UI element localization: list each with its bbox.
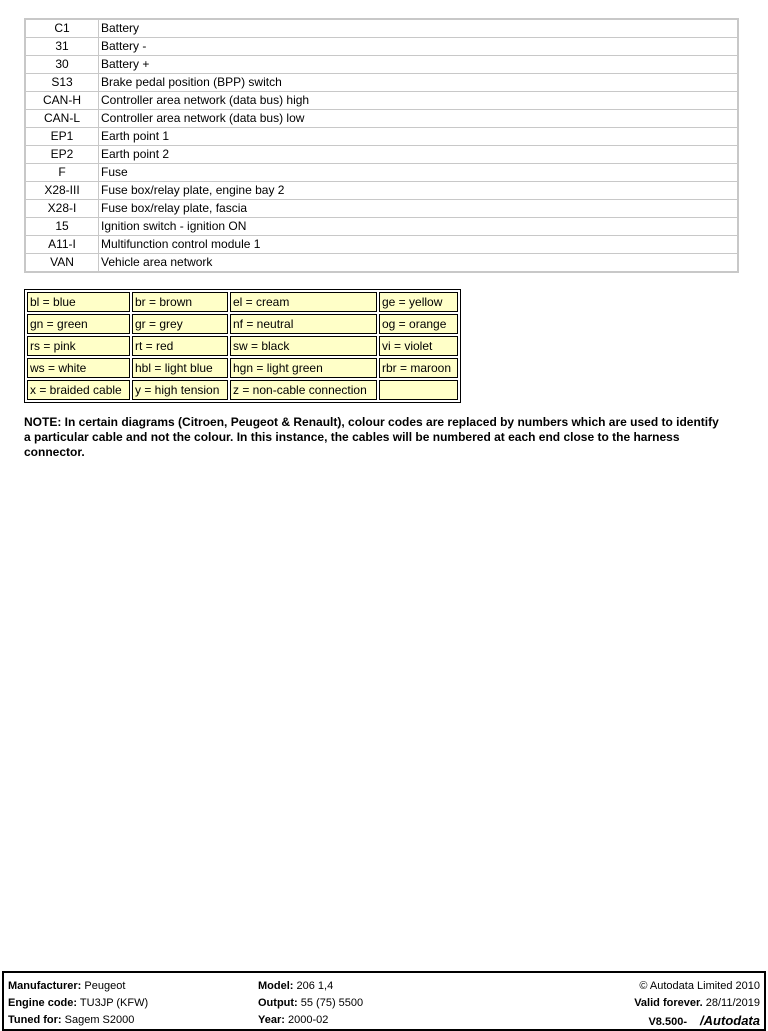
colour-code-cell: sw = black (230, 336, 377, 356)
key-description: Fuse box/relay plate, engine bay 2 (99, 182, 739, 200)
footer-copyright: © Autodata Limited 2010 (639, 980, 760, 992)
colour-code-cell: ws = white (27, 358, 130, 378)
key-code: VAN (25, 254, 99, 273)
colour-code-cell: rs = pink (27, 336, 130, 356)
key-row (25, 74, 738, 92)
key-code: EP2 (25, 146, 99, 164)
colour-code-cell: rbr = maroon (379, 358, 458, 378)
colour-row (27, 358, 458, 378)
note-text: NOTE: In certain diagrams (Citroen, Peugeot & Renault), colour codes are replaced by numbers which are used to identify a particular cable and not the colour. In this instance, the cables will be numbered at each end close to the harness connector. (24, 415, 719, 459)
output-label: Output: (258, 997, 298, 1009)
colour-row (27, 380, 458, 400)
colour-code-cell: vi = violet (379, 336, 458, 356)
footer-tuned-for (8, 1012, 134, 1029)
key-description: Fuse box/relay plate, fascia (99, 200, 739, 218)
key-code: 31 (25, 38, 99, 56)
colour-code-cell: nf = neutral (230, 314, 377, 334)
key-description: Controller area network (data bus) high (99, 92, 739, 110)
key-row (25, 182, 738, 200)
key-code: CAN-H (25, 92, 99, 110)
colour-code-cell: br = brown (132, 292, 228, 312)
autodata-logo: /Autodata (700, 1013, 760, 1028)
component-key-table (24, 18, 739, 273)
colour-code-cell: z = non-cable connection (230, 380, 377, 400)
colour-code-cell (379, 380, 458, 400)
valid-label: Valid forever. (634, 997, 703, 1009)
model-value: 206 1,4 (296, 980, 334, 992)
key-row (25, 254, 738, 273)
key-row (25, 38, 738, 56)
key-description: Battery - (99, 38, 739, 56)
key-code: EP1 (25, 128, 99, 146)
key-row (25, 236, 738, 254)
key-row (25, 110, 738, 128)
manufacturer-value: Peugeot (84, 980, 126, 992)
key-row (25, 164, 738, 182)
key-description: Controller area network (data bus) low (99, 110, 739, 128)
colour-code-cell: og = orange (379, 314, 458, 334)
key-row (25, 146, 738, 164)
colour-code-cell: x = braided cable (27, 380, 130, 400)
year-label: Year: (258, 1014, 285, 1026)
key-description: Multifunction control module 1 (99, 236, 739, 254)
colour-code-cell: gr = grey (132, 314, 228, 334)
model-label: Model: (258, 980, 294, 992)
colour-code-cell: hbl = light blue (132, 358, 228, 378)
footer-validity (634, 995, 760, 1012)
colour-code-cell: hgn = light green (230, 358, 377, 378)
key-row (25, 128, 738, 146)
key-row (25, 56, 738, 74)
key-row (25, 218, 738, 236)
key-code: F (25, 164, 99, 182)
footer (2, 971, 766, 1031)
footer-manufacturer (8, 978, 125, 995)
footer-date: 28/11/2019 (705, 997, 760, 1009)
tuned-for-value: Sagem S2000 (64, 1014, 135, 1026)
tuned-for-label: Tuned for: (8, 1014, 62, 1026)
key-description: Fuse (99, 164, 739, 182)
key-code: X28-I (25, 200, 99, 218)
key-code: 15 (25, 218, 99, 236)
colour-code-cell: bl = blue (27, 292, 130, 312)
colour-code-body (27, 292, 458, 400)
year-value: 2000-02 (287, 1014, 329, 1026)
engine-code-label: Engine code: (8, 997, 78, 1009)
footer-year (258, 1012, 328, 1029)
output-value: 55 (75) 5500 (300, 997, 364, 1009)
component-key-body (25, 19, 738, 272)
footer-engine-code (8, 995, 148, 1012)
colour-code-cell: y = high tension (132, 380, 228, 400)
colour-code-cell: rt = red (132, 336, 228, 356)
key-description: Vehicle area network (99, 254, 739, 273)
key-code: X28-III (25, 182, 99, 200)
key-code: S13 (25, 74, 99, 92)
key-code: 30 (25, 56, 99, 74)
key-code: C1 (25, 19, 99, 38)
key-description: Earth point 1 (99, 128, 739, 146)
version-text: V8.500- (648, 1016, 687, 1028)
colour-row (27, 336, 458, 356)
footer-output (258, 995, 363, 1012)
colour-row (27, 292, 458, 312)
engine-code-value: TU3JP (KFW) (79, 997, 149, 1009)
key-description: Earth point 2 (99, 146, 739, 164)
key-row (25, 92, 738, 110)
colour-code-cell: ge = yellow (379, 292, 458, 312)
colour-code-cell: el = cream (230, 292, 377, 312)
key-description: Ignition switch - ignition ON (99, 218, 739, 236)
footer-version-brand (648, 1012, 760, 1029)
key-description: Battery + (99, 56, 739, 74)
colour-code-table (24, 289, 461, 403)
key-code: CAN-L (25, 110, 99, 128)
key-row (25, 200, 738, 218)
key-code: A11-I (25, 236, 99, 254)
colour-row (27, 314, 458, 334)
key-description: Brake pedal position (BPP) switch (99, 74, 739, 92)
key-row (25, 19, 738, 38)
key-description: Battery (99, 19, 739, 38)
colour-code-cell: gn = green (27, 314, 130, 334)
manufacturer-label: Manufacturer: (8, 980, 82, 992)
footer-model (258, 978, 333, 995)
